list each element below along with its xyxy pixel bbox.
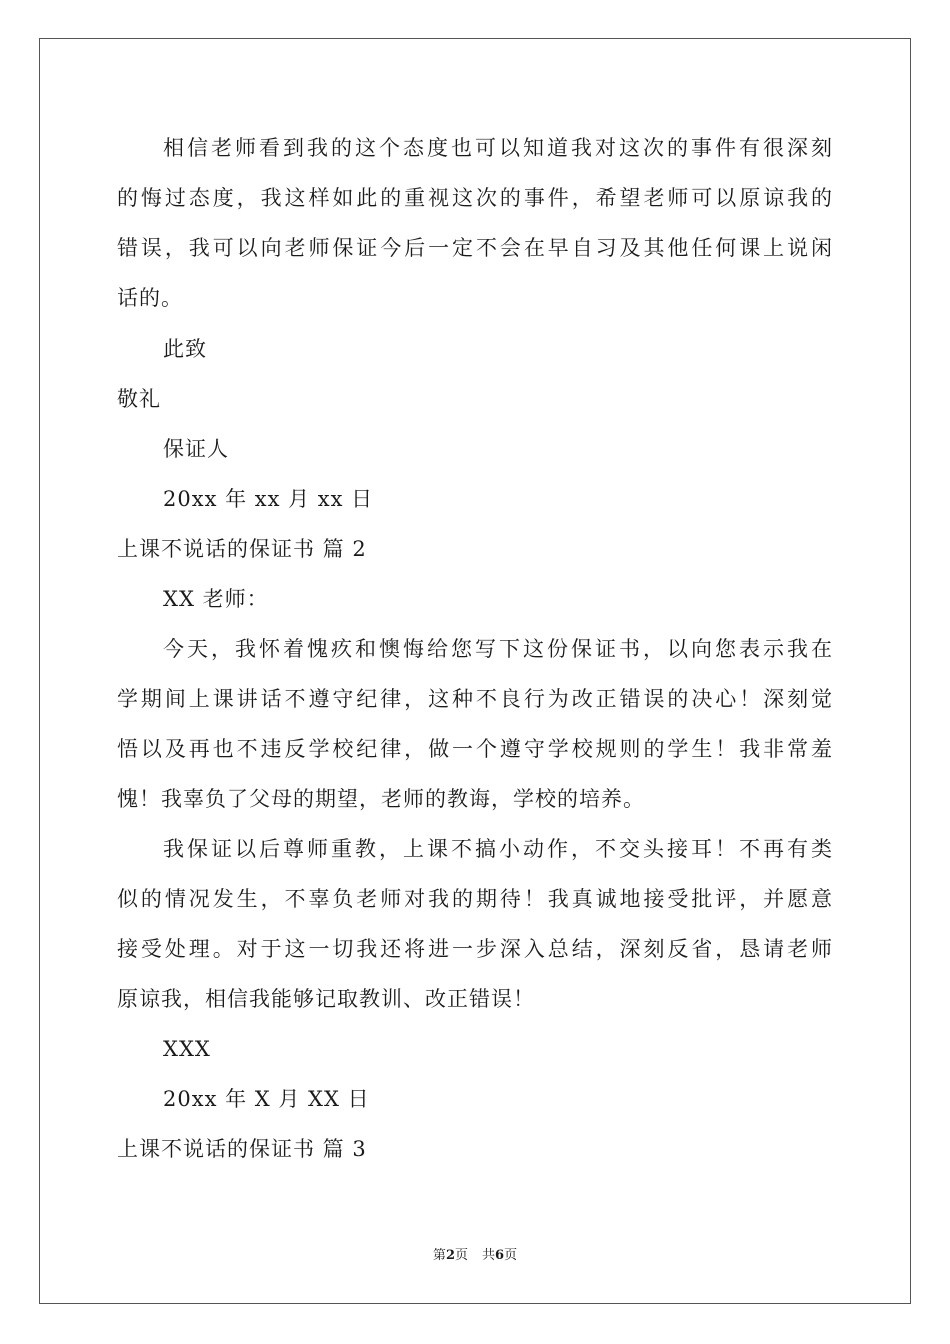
page-border bbox=[39, 38, 911, 1304]
signatory-name: XXX bbox=[163, 1037, 211, 1061]
footer-page-prefix: 第 bbox=[432, 1248, 446, 1263]
paragraph-2-line-1: 今天，我怀着愧疚和懊悔给您写下这份保证书，以向您表示我在 bbox=[163, 637, 833, 661]
footer-page-suffix: 页 bbox=[454, 1248, 468, 1263]
signatory-label: 保证人 bbox=[163, 437, 229, 461]
signature-date-2: 20xx 年 X 月 XX 日 bbox=[163, 1087, 370, 1111]
paragraph-2-line-2: 学期间上课讲话不遵守纪律，这种不良行为改正错误的决心！深刻觉 bbox=[117, 687, 833, 711]
paragraph-2-line-3: 悟以及再也不违反学校纪律，做一个遵守学校规则的学生！我非常羞 bbox=[117, 737, 833, 761]
footer-page-number: 2 bbox=[445, 1248, 455, 1263]
paragraph-2-line-4: 愧！我辜负了父母的期望，老师的教诲，学校的培养。 bbox=[117, 787, 645, 811]
paragraph-3-line-1: 我保证以后尊师重教，上课不搞小动作，不交头接耳！不再有类 bbox=[163, 837, 833, 861]
paragraph-3-line-3: 接受处理。对于这一切我还将进一步深入总结，深刻反省，恳请老师 bbox=[117, 937, 833, 961]
page-footer bbox=[0, 1247, 950, 1265]
section-title-3: 上课不说话的保证书 篇 3 bbox=[117, 1137, 367, 1161]
signature-date: 20xx 年 xx 月 xx 日 bbox=[163, 487, 374, 511]
section-title-2: 上课不说话的保证书 篇 2 bbox=[117, 537, 367, 561]
paragraph-1-line-4: 话的。 bbox=[117, 286, 183, 310]
letter-greeting: XX 老师： bbox=[163, 587, 269, 611]
paragraph-1-line-2: 的悔过态度，我这样如此的重视这次的事件，希望老师可以原谅我的 bbox=[117, 186, 833, 210]
paragraph-3-line-4: 原谅我，相信我能够记取教训、改正错误！ bbox=[117, 987, 535, 1011]
closing-regards: 敬礼 bbox=[117, 387, 161, 411]
footer-total-pages: 6 bbox=[495, 1248, 505, 1263]
footer-total-suffix: 页 bbox=[504, 1248, 518, 1263]
paragraph-3-line-2: 似的情况发生，不辜负老师对我的期待！我真诚地接受批评，并愿意 bbox=[117, 887, 833, 911]
footer-total-prefix: 共 bbox=[482, 1248, 496, 1263]
paragraph-1-line-1: 相信老师看到我的这个态度也可以知道我对这次的事件有很深刻 bbox=[163, 136, 833, 160]
paragraph-1-line-3: 错误，我可以向老师保证今后一定不会在早自习及其他任何课上说闲 bbox=[117, 236, 833, 260]
closing-salutation: 此致 bbox=[163, 337, 207, 361]
